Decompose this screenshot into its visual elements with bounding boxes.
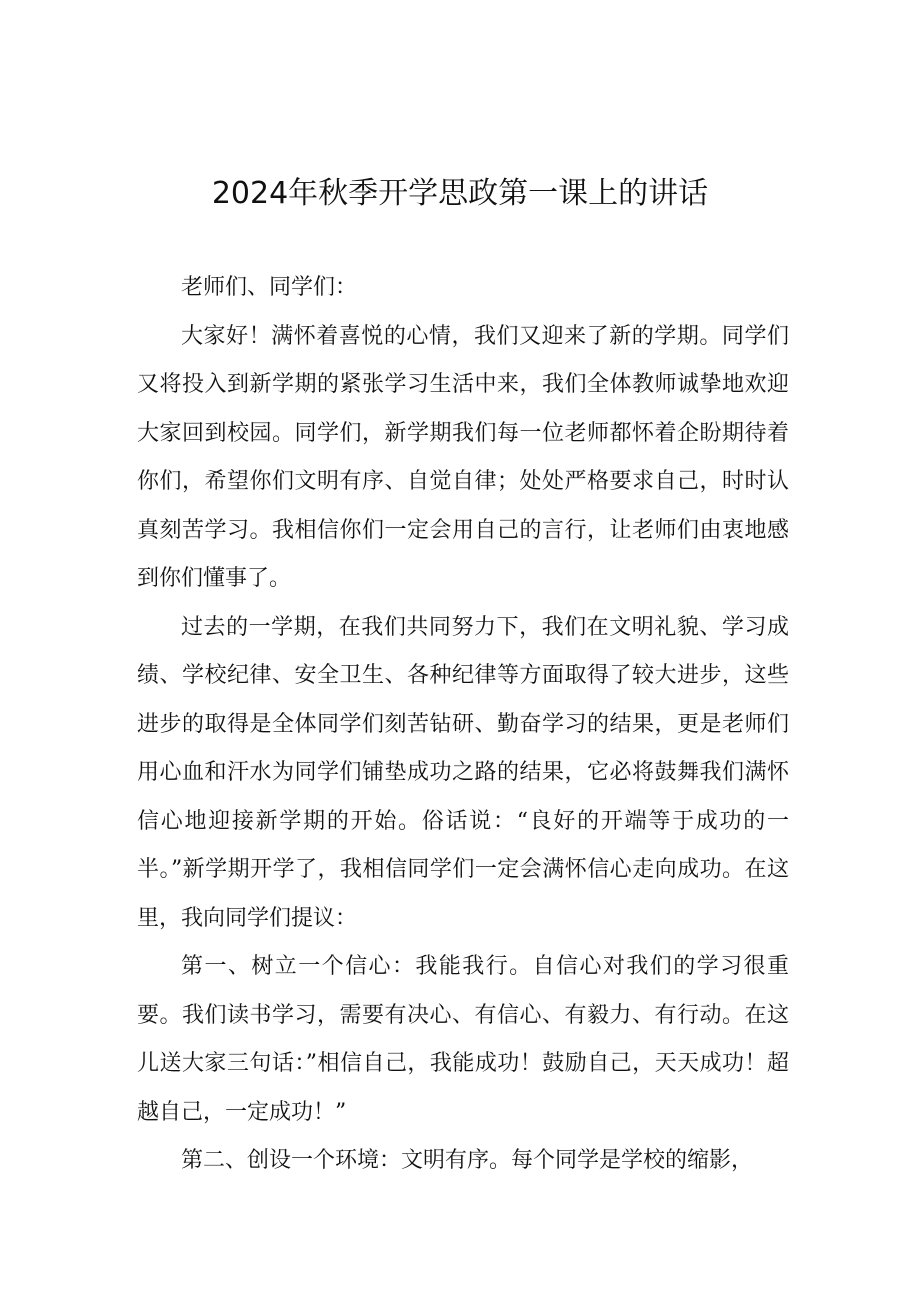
document-body bbox=[137, 264, 789, 1186]
document-title: 2024年秋季开学思政第一课上的讲话 bbox=[211, 176, 709, 211]
paragraph: 第一、树立一个信心：我能我行。自信心对我们的学习很重要。我们读书学习，需要有决心、有信心、有毅力、有行动。在这儿送大家三句话：”相信自己，我能成功！鼓励自己，天天成功！超越自己，一定成功！” bbox=[137, 954, 789, 1125]
salutation: 老师们、同学们： bbox=[181, 275, 358, 300]
paragraph: 大家好！满怀着喜悦的心情，我们又迎来了新的学期。同学们又将投入到新学期的紧张学习生活中来，我们全体教师诚挚地欢迎大家回到校园。同学们，新学期我们每一位老师都怀着企盼期待着你们，希望你们文明有序、自觉自律；处处严格要求自己，时时认真刻苦学习。我相信你们一定会用自己的言行，让老师们由衷地感到你们懂事了。 bbox=[137, 323, 789, 591]
paragraph: 过去的一学期，在我们共同努力下，我们在文明礼貌、学习成绩、学校纪律、安全卫生、各种纪律等方面取得了较大进步，这些进步的取得是全体同学们刻苦钻研、勤奋学习的结果，更是老师们用心血和汗水为同学们铺垫成功之路的结果，它必将鼓舞我们满怀信心地迎接新学期的开始。俗话说：“良好的开端等于成功的一半。”新学期开学了，我相信同学们一定会满怀信心走向成功。在这里，我向同学们提议： bbox=[137, 614, 789, 931]
paragraph: 第二、创设一个环境：文明有序。每个同学是学校的缩影， bbox=[181, 1148, 754, 1173]
